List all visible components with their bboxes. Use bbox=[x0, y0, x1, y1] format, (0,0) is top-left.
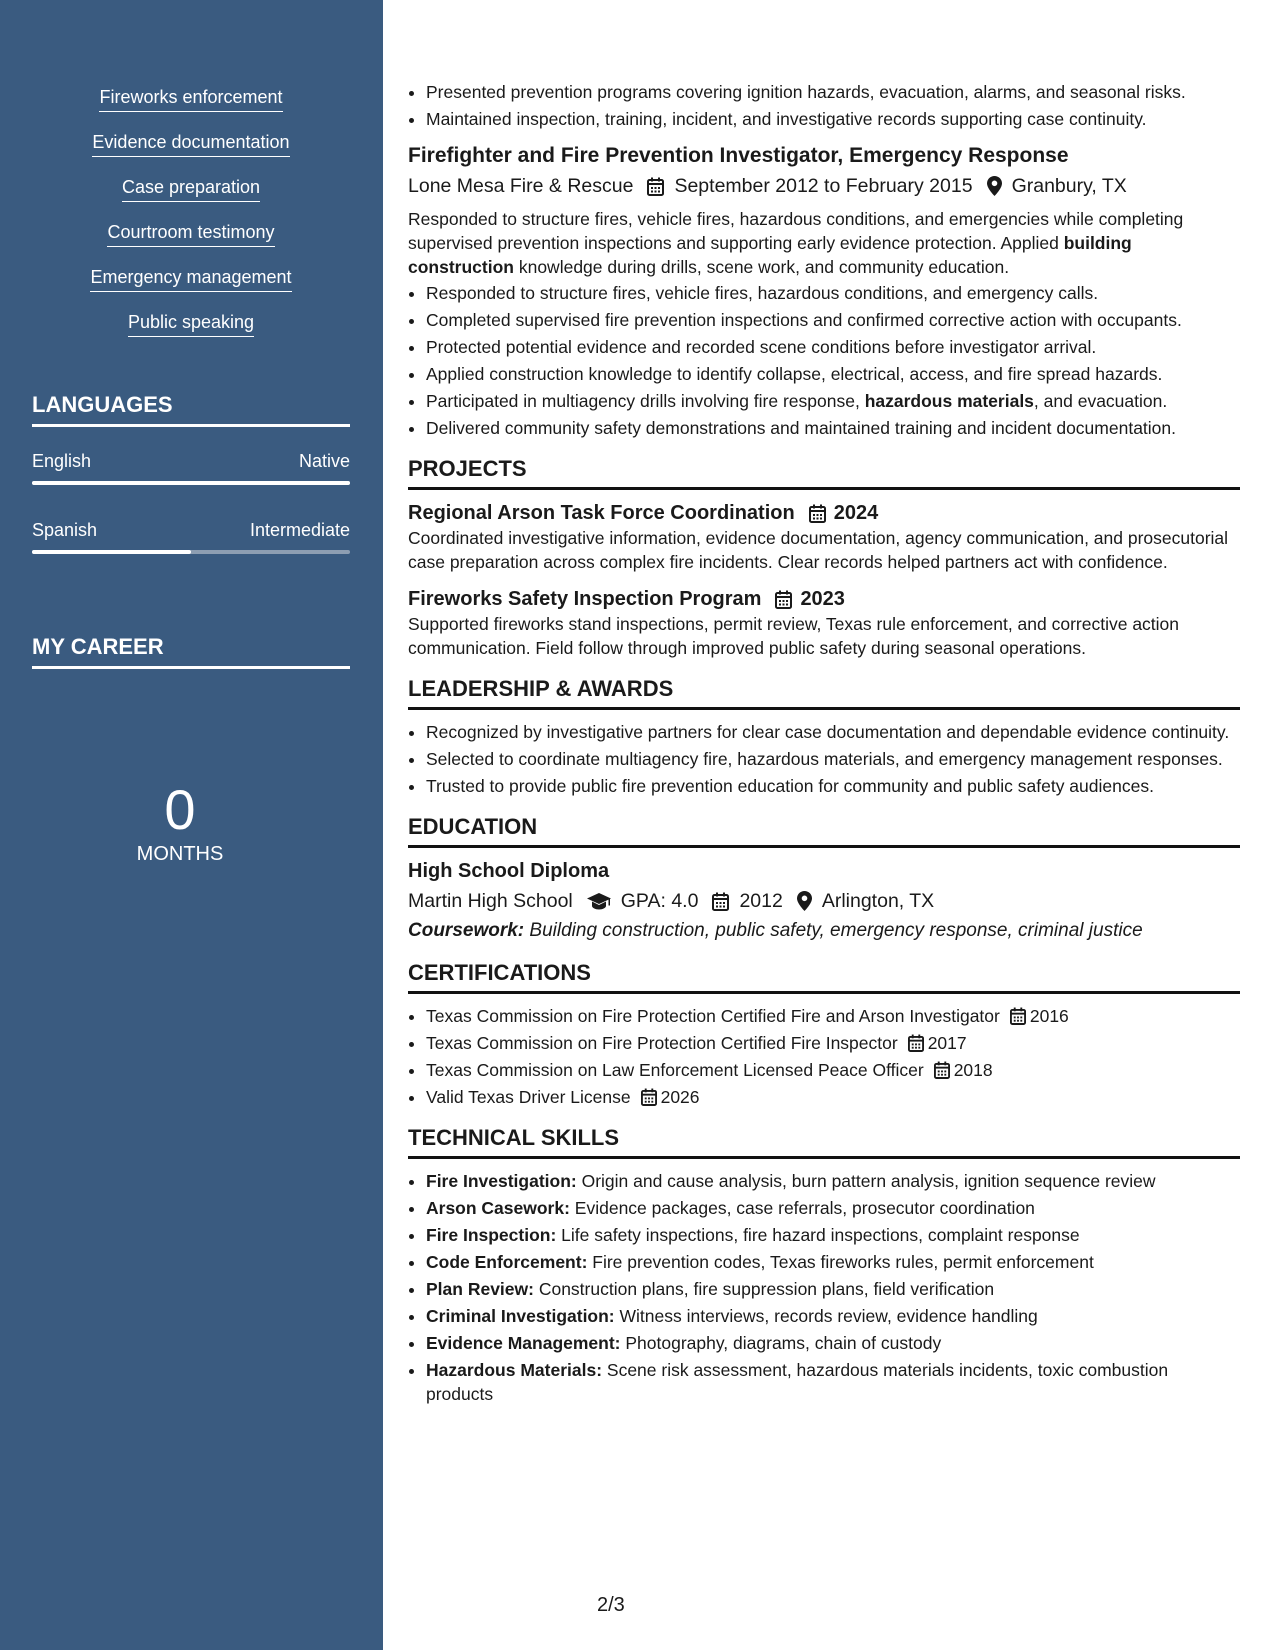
gpa: GPA: 4.0 bbox=[620, 890, 699, 912]
list-item: • Protected potential evidence and recorded scene conditions before investigator arrival. bbox=[426, 335, 1240, 359]
school-location: Arlington, TX bbox=[821, 890, 935, 912]
skill-item: Fireworks enforcement bbox=[32, 86, 350, 131]
skill-item: Public speaking bbox=[32, 311, 350, 356]
job-meta bbox=[408, 173, 1240, 199]
list-item: • Evidence Management: Photography, diagrams, chain of custody bbox=[426, 1331, 1240, 1355]
project-year: 2023 bbox=[800, 588, 845, 610]
technical-skills-heading: TECHNICAL SKILLS bbox=[408, 1125, 1240, 1159]
list-item: • Valid Texas Driver License 2026 bbox=[426, 1085, 1240, 1109]
education-heading: EDUCATION bbox=[408, 814, 1240, 848]
career-heading: MY CAREER bbox=[32, 634, 350, 669]
list-item: • Texas Commission on Fire Protection Certified Fire and Arson Investigator 2016 bbox=[426, 1004, 1240, 1028]
degree-title: High School Diploma bbox=[408, 860, 610, 882]
projects-heading: PROJECTS bbox=[408, 456, 1240, 490]
language-name: Spanish bbox=[32, 520, 98, 540]
language-level: Intermediate bbox=[249, 520, 350, 540]
location-pin-icon bbox=[987, 176, 1002, 196]
leadership-heading: LEADERSHIP & AWARDS bbox=[408, 676, 1240, 710]
list-item: • Responded to structure fires, vehicle fires, hazardous conditions, and emergency calls. bbox=[426, 281, 1240, 305]
school-name: Martin High School bbox=[408, 890, 573, 912]
list-item: • Presented prevention programs covering ignition hazards, evacuation, alarms, and seasonal risks. bbox=[426, 80, 1240, 104]
skills-list bbox=[32, 86, 350, 356]
career-unit: MONTHS bbox=[136, 843, 224, 865]
list-item: • Trusted to provide public fire prevention education for community and public safety audiences. bbox=[426, 774, 1240, 798]
career-counter bbox=[80, 780, 280, 866]
list-item: • Criminal Investigation: Witness interviews, records review, evidence handling bbox=[426, 1304, 1240, 1328]
project-year: 2024 bbox=[833, 502, 879, 524]
calendar-icon bbox=[647, 177, 664, 196]
previous-job-bullets bbox=[408, 80, 1240, 131]
main-content bbox=[408, 0, 1240, 1650]
project-title: Regional Arson Task Force Coordination 2024 bbox=[408, 502, 879, 524]
calendar-icon bbox=[775, 590, 792, 609]
employer: Lone Mesa Fire & Rescue bbox=[408, 175, 634, 197]
calendar-icon bbox=[641, 1088, 657, 1106]
graduation-cap-icon bbox=[587, 893, 611, 910]
list-item: • Texas Commission on Law Enforcement Licensed Peace Officer 2018 bbox=[426, 1058, 1240, 1082]
list-item: • Applied construction knowledge to identify collapse, electrical, access, and fire spread hazards. bbox=[426, 362, 1240, 386]
certifications-heading: CERTIFICATIONS bbox=[408, 960, 1240, 994]
calendar-icon bbox=[908, 1034, 924, 1052]
language-bar bbox=[32, 481, 350, 485]
list-item: • Arson Casework: Evidence packages, case referrals, prosecutor coordination bbox=[426, 1196, 1240, 1220]
certifications-list bbox=[408, 1004, 1240, 1109]
skill-item: Evidence documentation bbox=[32, 131, 350, 176]
list-item: • Texas Commission on Fire Protection Certified Fire Inspector 2017 bbox=[426, 1031, 1240, 1055]
job-title: Firefighter and Fire Prevention Investigator, Emergency Response bbox=[408, 144, 1069, 167]
list-item: • Fire Inspection: Life safety inspections, fire hazard inspections, complaint response bbox=[426, 1223, 1240, 1247]
page-number: 2/3 bbox=[597, 1594, 625, 1616]
calendar-icon bbox=[809, 504, 826, 523]
calendar-icon bbox=[934, 1061, 950, 1079]
list-item: • Code Enforcement: Fire prevention codes, Texas fireworks rules, permit enforcement bbox=[426, 1250, 1240, 1274]
technical-skills-list bbox=[408, 1169, 1240, 1406]
list-item: • Completed supervised fire prevention inspections and confirmed corrective action with occupants. bbox=[426, 308, 1240, 332]
list-item: • Selected to coordinate multiagency fire, hazardous materials, and emergency management responses. bbox=[426, 747, 1240, 771]
list-item: • Maintained inspection, training, incident, and investigative records supporting case continuity. bbox=[426, 107, 1240, 131]
graduation-year: 2012 bbox=[739, 890, 783, 912]
job-bullets bbox=[408, 281, 1240, 440]
project-description: Coordinated investigative information, evidence documentation, agency communication, and prosecutorial case preparation across complex fire incidents. Clear records helped partners act with confidence. bbox=[408, 528, 1229, 572]
list-item: • Hazardous Materials: Scene risk assessment, hazardous materials incidents, toxic combustion products bbox=[426, 1358, 1240, 1406]
coursework: Coursework: Building construction, public safety, emergency response, criminal justice bbox=[408, 920, 1143, 941]
language-english bbox=[32, 450, 350, 485]
calendar-icon bbox=[1010, 1007, 1026, 1025]
list-item: • Fire Investigation: Origin and cause analysis, burn pattern analysis, ignition sequence review bbox=[426, 1169, 1240, 1193]
job-location: Granbury, TX bbox=[1011, 175, 1127, 197]
job-summary: Responded to structure fires, vehicle fires, hazardous conditions, and emergencies while completing supervised prevention inspections and supporting early evidence protection. Applied building construction knowledge during drills, scene work, and community education. bbox=[408, 209, 1184, 277]
leadership-bullets bbox=[408, 720, 1240, 798]
location-pin-icon bbox=[797, 891, 812, 911]
list-item: • Participated in multiagency drills involving fire response, hazardous materials, and evacuation. bbox=[426, 389, 1240, 413]
languages-heading: LANGUAGES bbox=[32, 392, 350, 427]
career-value: 0 bbox=[164, 778, 196, 841]
calendar-icon bbox=[712, 892, 729, 911]
language-spanish bbox=[32, 519, 350, 554]
job-dates: September 2012 to February 2015 bbox=[674, 175, 973, 197]
list-item: • Plan Review: Construction plans, fire suppression plans, field verification bbox=[426, 1277, 1240, 1301]
language-level: Native bbox=[298, 451, 350, 471]
sidebar bbox=[0, 0, 383, 1650]
language-name: English bbox=[32, 451, 92, 471]
education-meta bbox=[408, 888, 1240, 914]
language-bar bbox=[32, 550, 350, 554]
list-item: • Delivered community safety demonstrations and maintained training and incident documentation. bbox=[426, 416, 1240, 440]
skill-item: Emergency management bbox=[32, 266, 350, 311]
project-description: Supported fireworks stand inspections, permit review, Texas rule enforcement, and corrective action communication. Field follow through improved public safety during seasonal operations. bbox=[408, 614, 1180, 658]
list-item: • Recognized by investigative partners for clear case documentation and dependable evidence continuity. bbox=[426, 720, 1240, 744]
language-bar-fill bbox=[32, 550, 191, 554]
skill-item: Case preparation bbox=[32, 176, 350, 221]
skill-item: Courtroom testimony bbox=[32, 221, 350, 266]
language-bar-fill bbox=[32, 481, 350, 485]
project-title: Fireworks Safety Inspection Program 2023 bbox=[408, 588, 845, 610]
